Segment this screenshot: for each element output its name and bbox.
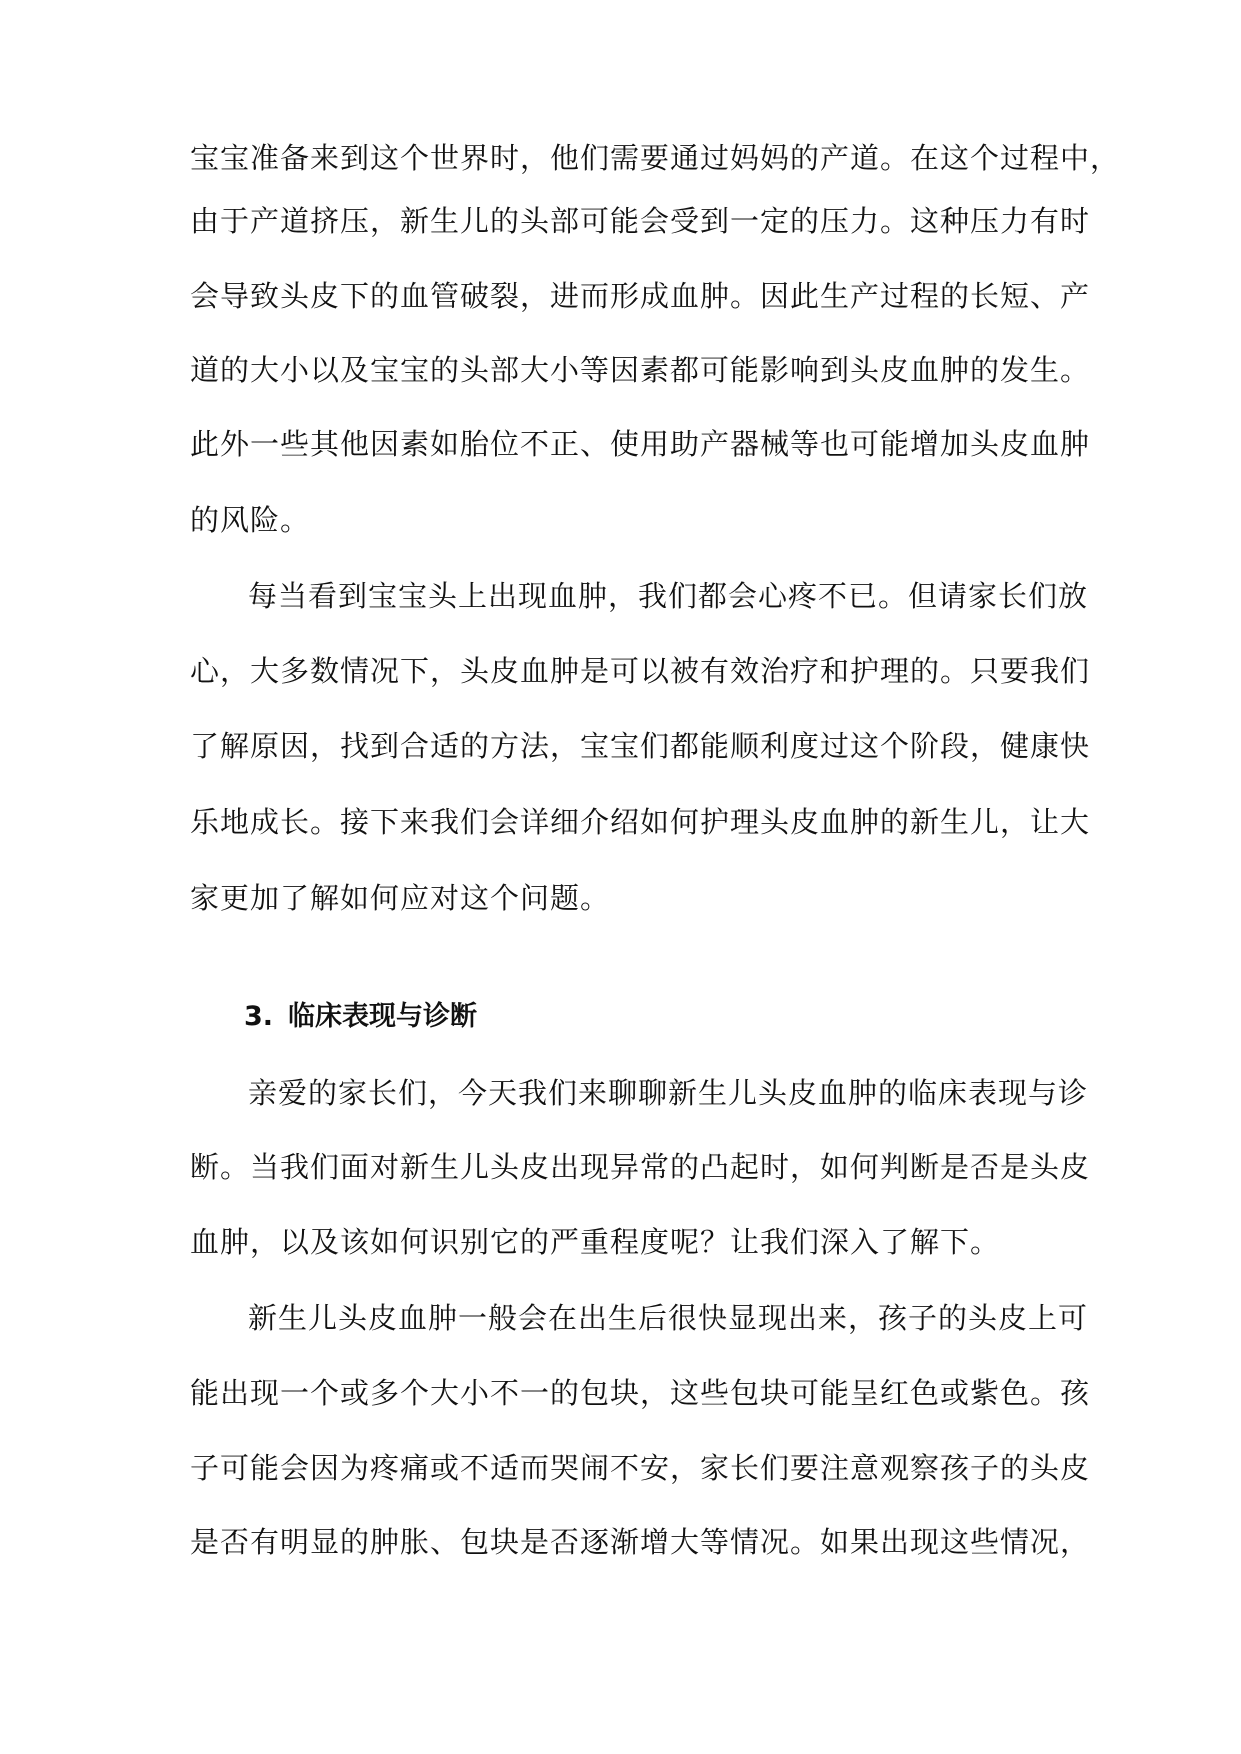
text-line: 此外一些其他因素如胎位不正、使用助产器械等也可能增加头皮血肿 — [190, 427, 1091, 461]
text-line: 由于产道挤压，新生儿的头部可能会受到一定的压力。这种压力有时 — [190, 204, 1091, 238]
text-line: 新生儿头皮血肿一般会在出生后很快显现出来，孩子的头皮上可 — [248, 1301, 1089, 1335]
text-line: 血肿，以及该如何识别它的严重程度呢？让我们深入了解下。 — [190, 1225, 1001, 1259]
text-line: 家更加了解如何应对这个问题。 — [190, 881, 611, 915]
text-line: 子可能会因为疼痛或不适而哭闹不安，家长们要注意观察孩子的头皮 — [190, 1451, 1091, 1485]
text-line: 是否有明显的肿胀、包块是否逐渐增大等情况。如果出现这些情况， — [190, 1525, 1091, 1559]
text-line: 了解原因，找到合适的方法，宝宝们都能顺利度过这个阶段，健康快 — [190, 729, 1091, 763]
text-line: 乐地成长。接下来我们会详细介绍如何护理头皮血肿的新生儿，让大 — [190, 805, 1091, 839]
text-line: 每当看到宝宝头上出现血肿，我们都会心疼不已。但请家长们放 — [248, 579, 1089, 613]
text-line: 断。当我们面对新生儿头皮出现异常的凸起时，如何判断是否是头皮 — [190, 1150, 1091, 1184]
text-line: 心，大多数情况下，头皮血肿是可以被有效治疗和护理的。只要我们 — [190, 654, 1091, 688]
section-heading — [244, 997, 477, 1037]
section-title: 临床表现与诊断 — [288, 1001, 477, 1032]
text-line: 宝宝准备来到这个世界时，他们需要通过妈妈的产道。在这个过程中， — [190, 141, 1121, 175]
text-line: 亲爱的家长们，今天我们来聊聊新生儿头皮血肿的临床表现与诊 — [248, 1076, 1089, 1110]
text-line: 能出现一个或多个大小不一的包块，这些包块可能呈红色或紫色。孩 — [190, 1376, 1091, 1410]
text-line: 的风险。 — [190, 503, 311, 537]
text-line: 会导致头皮下的血管破裂，进而形成血肿。因此生产过程的长短、产 — [190, 279, 1091, 313]
section-number: 3. — [244, 1001, 274, 1032]
text-line: 道的大小以及宝宝的头部大小等因素都可能影响到头皮血肿的发生。 — [190, 353, 1091, 387]
